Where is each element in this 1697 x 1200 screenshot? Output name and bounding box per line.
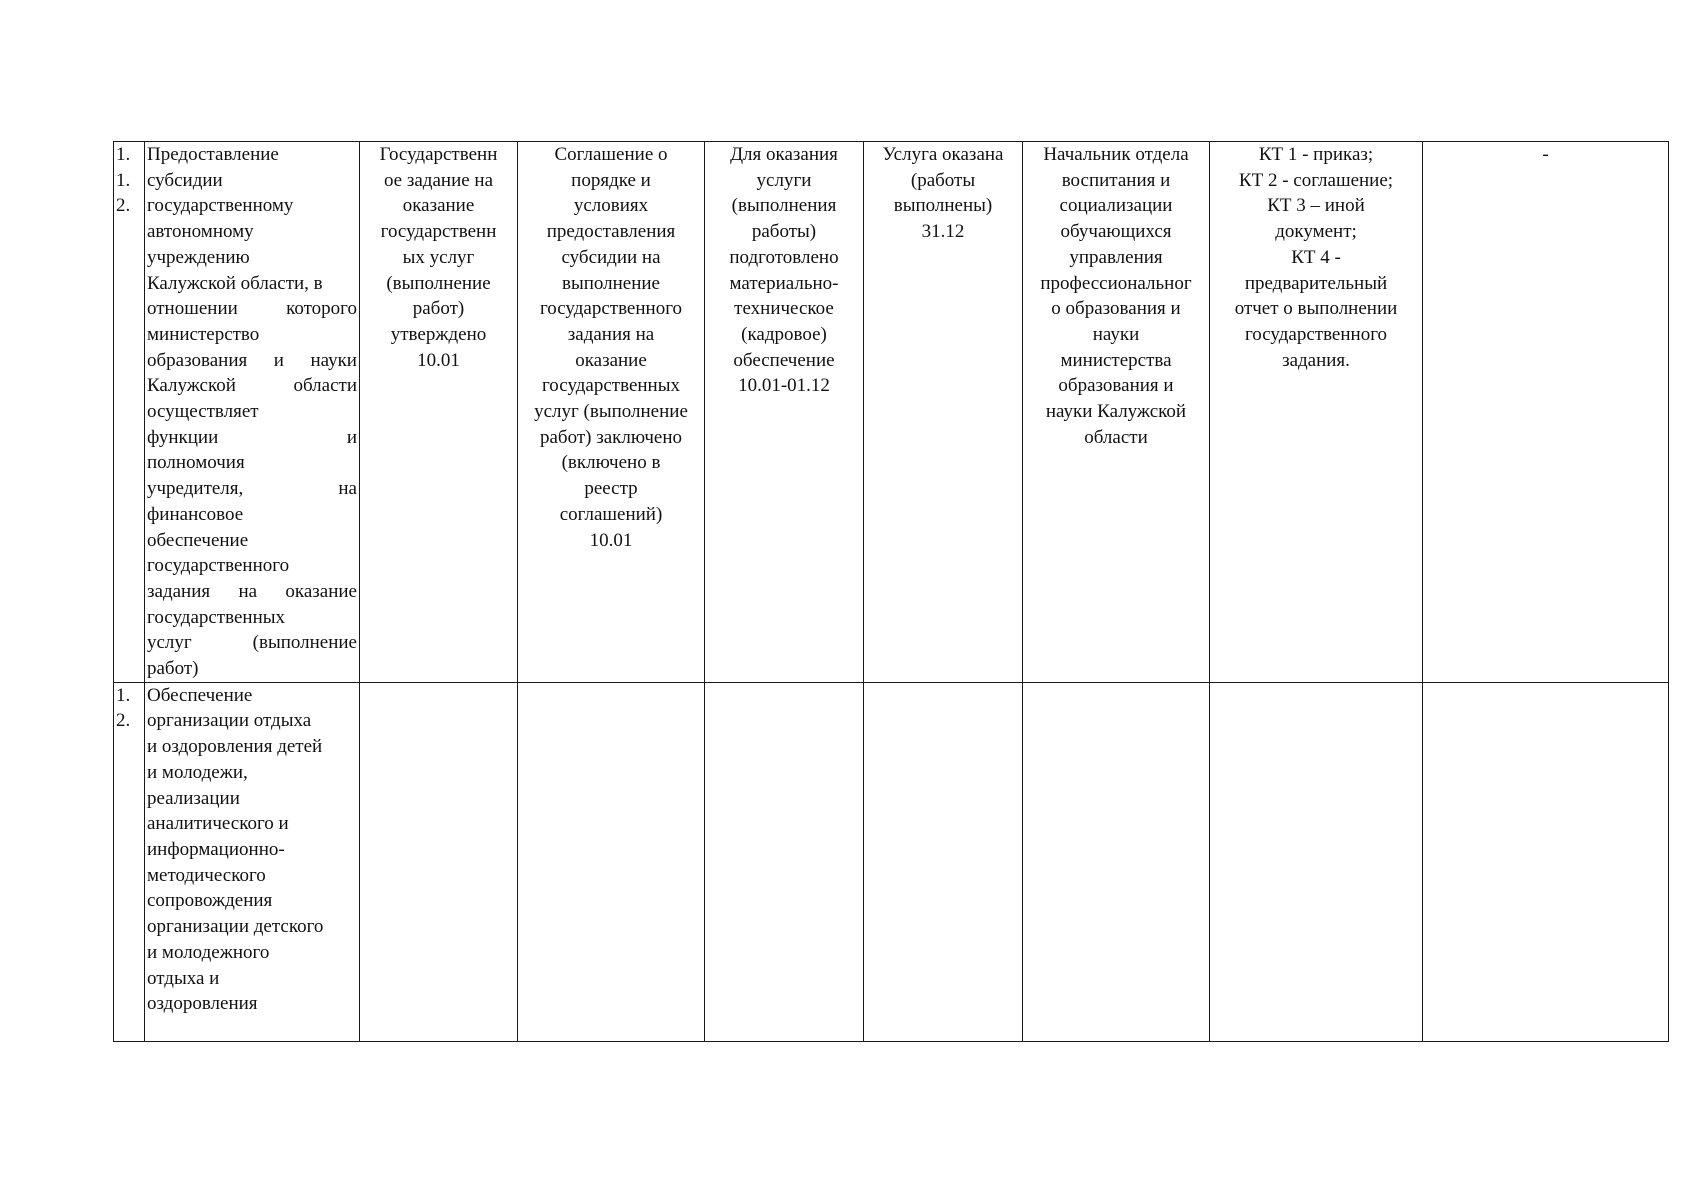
row-number-line: 2. xyxy=(116,195,131,217)
responsible-cell xyxy=(1023,682,1210,1041)
responsible-line: науки xyxy=(1092,323,1140,345)
row-number-line: 1. xyxy=(116,684,131,706)
support-line: (кадровое) xyxy=(741,323,827,345)
event-line: и молодежи, xyxy=(147,761,248,783)
event-line: автономному xyxy=(147,221,254,243)
event-line: организации детского xyxy=(147,916,324,938)
agreement-line: реестр xyxy=(584,478,638,500)
responsible-line: о образования и xyxy=(1051,298,1181,320)
event-line-word: на xyxy=(338,478,357,500)
responsible-line: воспитания и xyxy=(1061,169,1171,191)
responsible-line: профессиональног xyxy=(1040,272,1192,294)
responsible-line: науки Калужской xyxy=(1045,401,1187,423)
control-point-line: КТ 1 - приказ; xyxy=(1258,144,1374,165)
event-line-word: области xyxy=(293,375,357,397)
event-line: работ) xyxy=(147,658,199,680)
event-line: Обеспечение xyxy=(147,684,253,706)
document-cell xyxy=(360,682,518,1041)
document-line: 10.01 xyxy=(417,349,460,371)
event-line: финансовое xyxy=(147,503,244,525)
event-line xyxy=(147,296,357,322)
control-point-line: КТ 4 - xyxy=(1291,246,1341,268)
event-line-word: которого xyxy=(286,298,357,320)
event-line: оздоровления xyxy=(147,993,258,1015)
result-cell xyxy=(864,142,1023,683)
agreement-line: государственных xyxy=(541,375,680,397)
document-line: государственн xyxy=(380,221,497,243)
row-number-line: 2. xyxy=(116,710,131,732)
event-line-word: услуг xyxy=(147,632,192,654)
result-cell xyxy=(864,682,1023,1041)
plan-table xyxy=(113,141,1669,1042)
event-line: Предоставление xyxy=(147,144,279,165)
event-line: министерство xyxy=(147,323,260,345)
event-line-word: (выполнение xyxy=(252,632,357,654)
event-line: государственного xyxy=(147,555,290,577)
event-line: методического xyxy=(147,864,266,886)
event-line-word: оказание xyxy=(285,580,357,602)
support-line: Для оказания xyxy=(730,144,838,165)
responsible-line: министерства xyxy=(1060,349,1172,371)
row-number-line: 1. xyxy=(116,169,131,191)
agreement-cell xyxy=(518,682,705,1041)
event-line: сопровождения xyxy=(147,890,273,912)
event-line xyxy=(147,579,357,605)
event-line-word: и xyxy=(346,426,357,448)
event-line-word: функции xyxy=(147,426,219,448)
event-line: государственных xyxy=(147,606,286,628)
event-line-word: отношении xyxy=(147,298,238,320)
document-cell xyxy=(360,142,518,683)
event-line-word: на xyxy=(238,580,258,602)
event-line-word: учредителя, xyxy=(147,478,244,500)
agreement-line: оказание xyxy=(575,349,647,371)
table-row xyxy=(114,682,1669,1041)
responsible-line: управления xyxy=(1069,246,1163,268)
row-number-cell xyxy=(114,682,145,1041)
event-line: и оздоровления детей xyxy=(147,736,323,758)
event-line: отдыха и xyxy=(147,967,220,989)
control-point-line: предварительный xyxy=(1244,272,1388,294)
event-line xyxy=(147,476,357,502)
note-cell xyxy=(1423,142,1669,683)
event-line: субсидии xyxy=(147,169,223,191)
agreement-line: соглашений) xyxy=(559,503,663,525)
result-line: 31.12 xyxy=(921,221,965,243)
note-line: - xyxy=(1542,144,1549,165)
row-number-line: 1. xyxy=(116,144,131,165)
responsible-line: Начальник отдела xyxy=(1043,144,1189,165)
event-line-word: и xyxy=(273,349,284,371)
event-line xyxy=(147,373,357,399)
event-line: полномочия xyxy=(147,452,245,474)
event-line xyxy=(147,348,357,374)
support-line: услуги xyxy=(756,169,812,191)
agreement-line: субсидии на xyxy=(561,246,661,268)
event-line xyxy=(147,630,357,656)
agreement-line: Соглашение о xyxy=(554,144,668,165)
control-point-line: отчет о выполнении xyxy=(1234,298,1398,320)
support-line: обеспечение xyxy=(733,349,835,371)
agreement-line: условиях xyxy=(573,195,649,217)
agreement-line: работ) заключено xyxy=(539,426,682,448)
event-line: учреждению xyxy=(147,246,250,268)
responsible-line: образования и xyxy=(1058,375,1174,397)
event-line: обеспечение xyxy=(147,529,249,551)
document-line: ых услуг xyxy=(402,246,475,268)
agreement-line: задания на xyxy=(567,323,655,345)
document-line: оказание xyxy=(402,195,475,217)
agreement-line: услуг (выполнение xyxy=(534,401,688,423)
event-line-word: образования xyxy=(147,349,248,371)
document-line: утверждено xyxy=(390,323,487,345)
support-line: материально- xyxy=(729,272,839,294)
responsible-line: обучающихся xyxy=(1060,221,1172,243)
result-line: (работы xyxy=(910,169,976,191)
agreement-line: порядке и xyxy=(571,169,651,191)
event-name-cell xyxy=(145,682,360,1041)
control-point-line: задания. xyxy=(1282,349,1350,371)
event-line-word: задания xyxy=(147,580,211,602)
support-line: подготовлено xyxy=(729,246,839,268)
event-line: Калужской области, в xyxy=(147,272,323,294)
responsible-cell xyxy=(1023,142,1210,683)
control-point-line: документ; xyxy=(1275,221,1357,243)
control-point-line: государственного xyxy=(1244,323,1388,345)
agreement-cell xyxy=(518,142,705,683)
control-points-cell xyxy=(1210,142,1423,683)
support-cell xyxy=(705,682,864,1041)
responsible-line: области xyxy=(1084,426,1148,448)
event-line: государственному xyxy=(147,195,294,217)
support-line: (выполнения xyxy=(731,195,837,217)
event-line: осуществляет xyxy=(147,401,259,423)
control-point-line: КТ 2 - соглашение; xyxy=(1238,169,1394,191)
agreement-line: (включено в xyxy=(561,452,661,474)
result-line: Услуга оказана xyxy=(882,144,1004,165)
document-line: работ) xyxy=(412,298,465,320)
event-line-word: Калужской xyxy=(147,375,236,397)
row-number-cell xyxy=(114,142,145,683)
support-line: техническое xyxy=(734,298,834,320)
document-line: Государственн xyxy=(379,144,498,165)
responsible-line: социализации xyxy=(1059,195,1173,217)
support-line: 10.01-01.12 xyxy=(738,375,830,397)
control-points-cell xyxy=(1210,682,1423,1041)
event-name-cell xyxy=(145,142,360,683)
event-line: организации отдыха xyxy=(147,710,312,732)
support-line: работы) xyxy=(751,221,817,243)
event-line: и молодежного xyxy=(147,941,270,963)
table-row xyxy=(114,142,1669,683)
event-line: аналитического и xyxy=(147,813,289,835)
event-line-word: науки xyxy=(310,349,357,371)
agreement-line: выполнение xyxy=(561,272,660,294)
document-line: (выполнение xyxy=(386,272,491,294)
event-line: информационно- xyxy=(147,838,285,860)
support-cell xyxy=(705,142,864,683)
event-line: реализации xyxy=(147,787,240,809)
agreement-line: 10.01 xyxy=(589,529,633,551)
control-point-line: КТ 3 – иной xyxy=(1267,195,1365,217)
event-line xyxy=(147,425,357,451)
agreement-line: государственного xyxy=(539,298,683,320)
note-cell xyxy=(1423,682,1669,1041)
result-line: выполнены) xyxy=(893,195,993,217)
document-line: ое задание на xyxy=(383,169,494,191)
agreement-line: предоставления xyxy=(546,221,676,243)
